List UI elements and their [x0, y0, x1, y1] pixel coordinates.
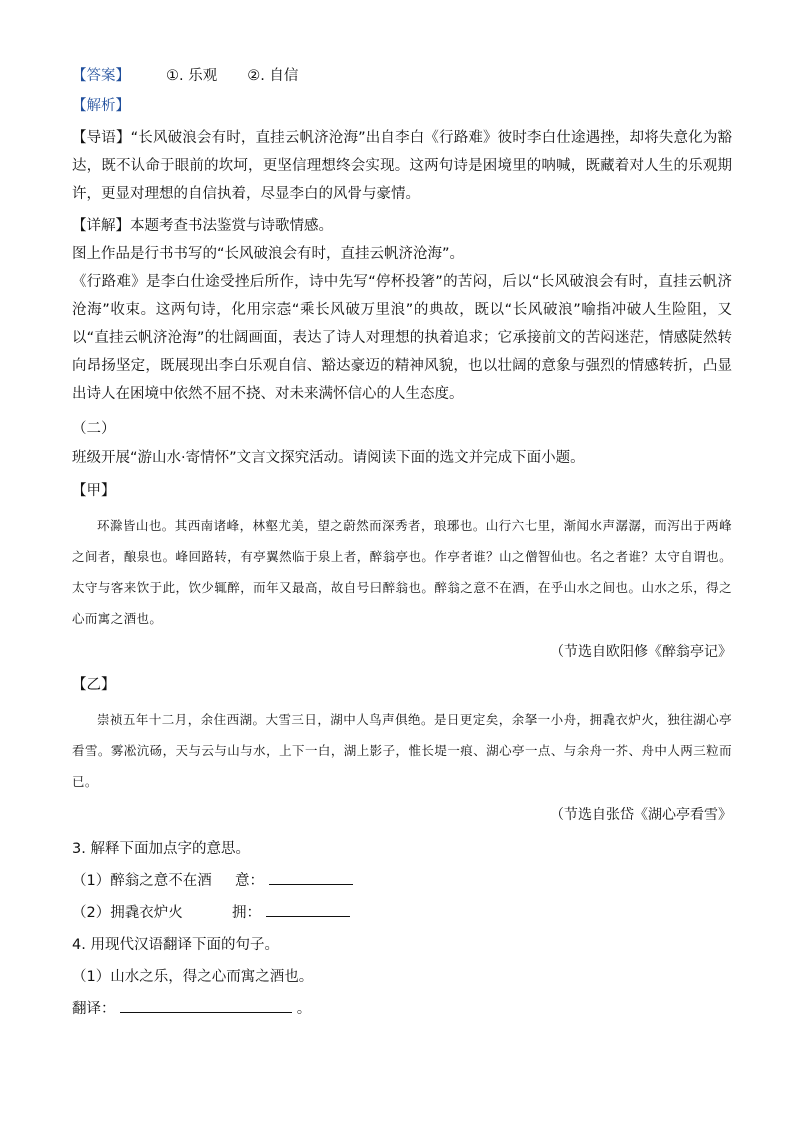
- detail-line: 图上作品是行书书写的“长风破浪会有时，直挂云帆济沧海”。: [72, 246, 465, 262]
- yi-tag: 【乙】: [72, 677, 116, 693]
- answer-blank-q3-2[interactable]: [266, 900, 350, 917]
- question-4-title: 4. 用现代汉语翻译下面的句子。: [72, 937, 279, 953]
- question-4-sentence: （1）山水之乐，得之心而寓之酒也。: [72, 969, 314, 985]
- answer-item-2: ②. 自信: [247, 68, 299, 84]
- answer-row: [72, 62, 732, 90]
- analysis-tag: 【解析】: [72, 98, 130, 114]
- question-3-title: 3. 解释下面加点字的意思。: [72, 841, 250, 857]
- detail-head: 【详解】本题考查书法鉴赏与诗歌情感。: [72, 218, 333, 234]
- yi-passage: 崇祯五年十二月，余住西湖。大雪三日，湖中人鸟声俱绝。是日更定矣，余拏一小舟，拥毳衣炉火，独往湖心亭看雪。雾凇沆砀，天与云与山与水，上下一白，湖上影子，惟长堤一痕、湖心亭一点、与余舟一芥、舟中人两三粒而已。: [72, 712, 732, 789]
- section-two-heading: （二）: [72, 421, 116, 437]
- activity-instruction: 班级开展“游山水·寄情怀”文言文探究活动。请阅读下面的选文并完成下面小题。: [72, 450, 585, 466]
- answer-blank-q4[interactable]: [120, 996, 292, 1013]
- question-3-item-2: [72, 897, 732, 929]
- answer-blank-q3-1[interactable]: [269, 868, 353, 885]
- guide-paragraph: 【导语】“长风破浪会有时，直挂云帆济沧海”出自李白《行路难》彼时李白仕途遇挫，却将失意化为豁达，既不认命于眼前的坎坷，更坚信理想终会实现。这两句诗是困境里的呐喊，既藏着对人生的乐观期许，更显对理想的自信执着，尽显李白的风骨与豪情。: [72, 130, 732, 202]
- question-3-item-1: [72, 865, 732, 897]
- yi-source: （节选自张岱《湖心亭看雪》: [550, 807, 732, 823]
- q3-phrase-2: （2）拥毳衣炉火: [72, 905, 183, 921]
- answer-tag: 【答案】: [72, 68, 130, 84]
- q3-phrase-1: （1）醉翁之意不在酒: [72, 873, 212, 889]
- answer-item-1: ①. 乐观: [166, 68, 218, 84]
- detail-body: 《行路难》是李白仕途受挫后所作，诗中先写“停杯投箸”的苦闷，后以“长风破浪会有时，直挂云帆济沧海”收束。这两句诗，化用宗悫“乘长风破万里浪”的典故，既以“长风破浪”喻指冲破人生险阻，又以“直挂云帆济沧海”的壮阔画面，表达了诗人对理想的执着追求；它承接前文的苦闷迷茫，情感陡然转向昂扬坚定，既展现出李白乐观自信、豁达豪迈的精神风貌，也以壮阔的意象与强烈的情感转折，凸显出诗人在困境中依然不屈不挠、对未来满怀信心的人生态度。: [72, 274, 732, 402]
- translate-end-mark: 。: [296, 1001, 312, 1017]
- question-4-answer: [72, 993, 732, 1025]
- document-page: [72, 62, 732, 1025]
- jia-tag: 【甲】: [72, 483, 116, 499]
- translate-label: 翻译：: [72, 1001, 116, 1017]
- jia-source: （节选自欧阳修《醉翁亭记》: [550, 644, 732, 660]
- jia-passage: 环滁皆山也。其西南诸峰，林壑尤美，望之蔚然而深秀者，琅琊也。山行六七里，渐闻水声潺潺，而泻出于两峰之间者，酿泉也。峰回路转，有亭翼然临于泉上者，醉翁亭也。作亭者谁？山之僧智仙也。名之者谁？太守自谓也。太守与客来饮于此，饮少辄醉，而年又最高，故自号曰醉翁也。醉翁之意不在酒，在乎山水之间也。山水之乐，得之心而寓之酒也。: [72, 518, 732, 626]
- q3-word-2: 拥：: [231, 905, 261, 921]
- q3-word-1: 意：: [234, 873, 264, 889]
